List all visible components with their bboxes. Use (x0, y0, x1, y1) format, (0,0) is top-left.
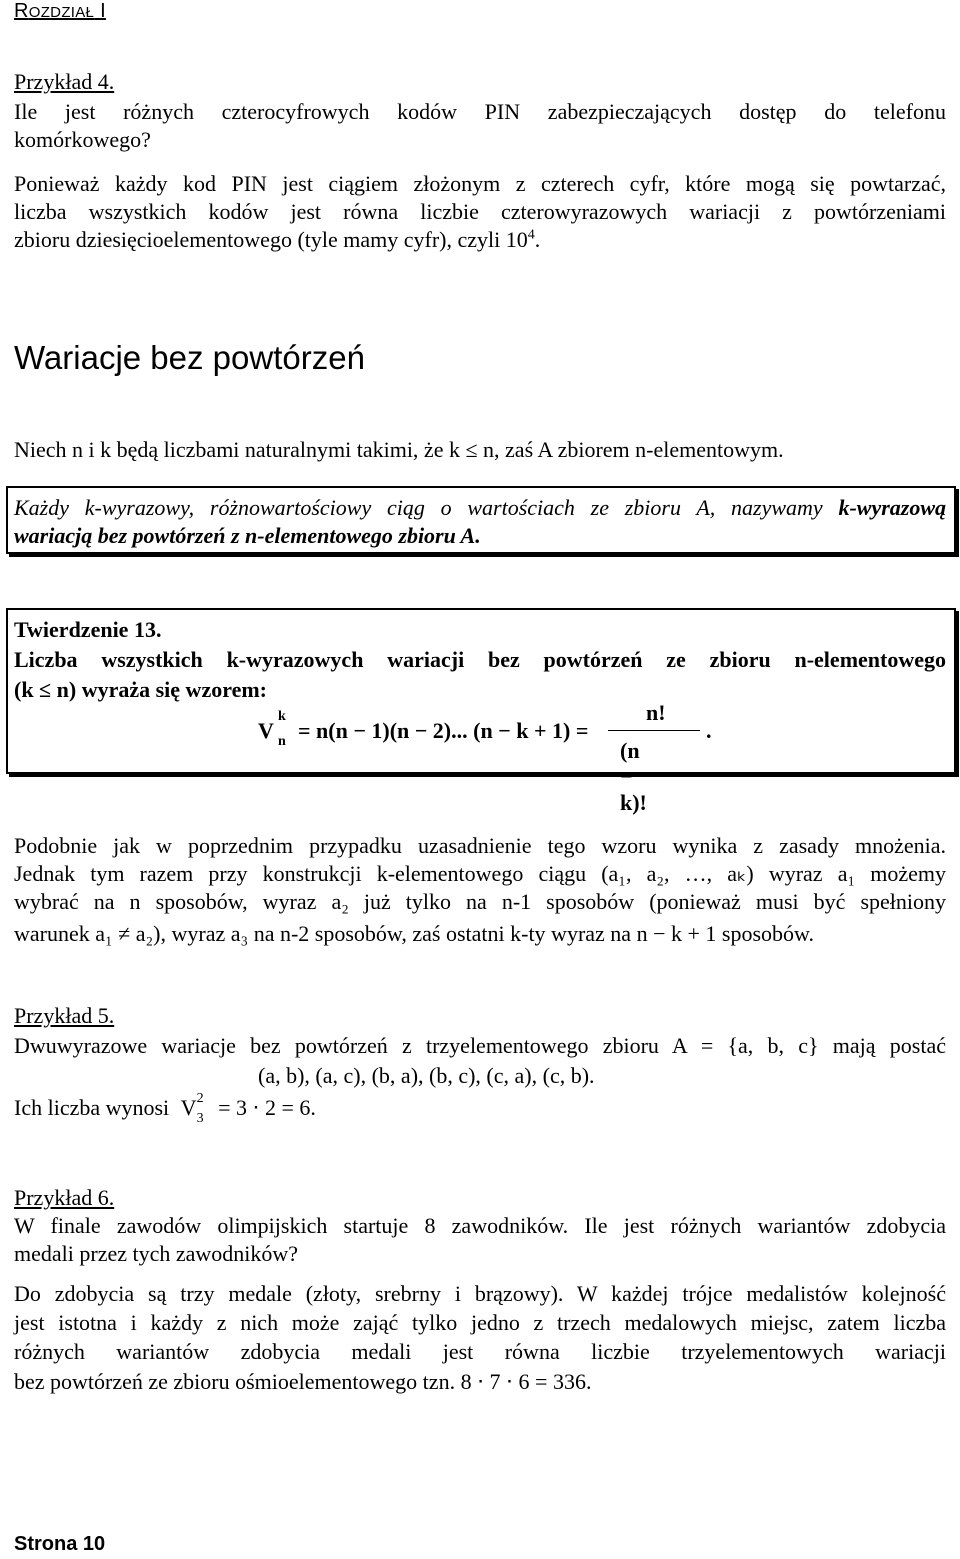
example6-label: Przykład 6. (14, 1185, 115, 1210)
example6-answer-line2: jest istotna i każdy z nich może zająć tylko jedno z trzech medalowych miejsc, zatem liczba (14, 1310, 946, 1335)
footer-label: Strona (14, 1533, 78, 1555)
example4-answer-line3 (14, 226, 946, 254)
definition-italic: Każdy k-wyrazowy, różnowartościowy ciąg o wartościach ze zbioru A, nazywamy (14, 495, 823, 520)
chapter-rest: OZDZIAŁ (28, 4, 95, 21)
definition-term: k-wyrazową (838, 495, 946, 520)
example4-question-line2: komórkowego? (14, 127, 151, 152)
formula-end: . (706, 718, 712, 743)
explanation-line3: wybrać na n sposobów, wyraz a₂ już tylko na n-1 sposobów (ponieważ musi być spełniony (14, 889, 946, 914)
chapter-number: I (100, 0, 106, 22)
example5-line3 (14, 1091, 946, 1126)
theorem-line1: Liczba wszystkich k-wyrazowych wariacji bez powtórzeń ze zbioru n-elementowego (14, 647, 946, 672)
example4-label: Przykład 4. (14, 69, 115, 94)
example5-v-sub: 3 (196, 1111, 204, 1126)
formula-v: V (258, 718, 274, 743)
theorem-title: Twierdzenie 13. (14, 617, 162, 642)
example4-answer-text: zbioru dziesięcioelementowego (tyle mamy cyfr), czyli 10 (14, 227, 528, 252)
explanation-line2: Jednak tym razem przy konstrukcji k-elementowego ciągu (a₁, a₂, …, aₖ) wyraz a₁ możemy (14, 861, 946, 886)
example5-count-prefix: Ich liczba wynosi (14, 1095, 170, 1120)
example5-label: Przykład 5. (14, 1003, 115, 1028)
example5-count-rest: = 3 ⋅ 2 = 6. (218, 1095, 316, 1120)
explanation-line1: Podobnie jak w poprzednim przypadku uzasadnienie tego wzoru wynika z zasady mnożenia. (14, 833, 946, 858)
definition-line1 (14, 494, 946, 522)
section-title: Wariacje bez powtórzeń (14, 339, 365, 376)
example5-v-sup: 2 (196, 1091, 204, 1106)
chapter-cap: R (14, 0, 29, 22)
example6-answer-line3: różnych wariantów zdobycia medali jest równa liczbie trzyelementowych wariacji (14, 1339, 946, 1364)
example5-v (180, 1091, 204, 1126)
example5-line1: Dwuwyrazowe wariacje bez powtórzeń z trzyelementowego zbioru A = {a, b, c} mają postać (14, 1033, 946, 1058)
formula-denominator: (n − k)! (620, 738, 647, 815)
formula-sup: k (278, 709, 286, 724)
explanation-line4: warunek a₁ ≠ a₂), wyraz a₃ na n-2 sposobów, zaś ostatni k-ty wyraz na n − k + 1 sposobów. (14, 921, 814, 946)
example4-question-line1: Ile jest różnych czterocyfrowych kodów PIN zabezpieczających dostęp do telefonu (14, 99, 946, 124)
definition-line2: wariacją bez powtórzeń z n-elementowego zbioru A. (14, 523, 481, 548)
example6-answer-line4: bez powtórzeń ze zbioru ośmioelementowego tzn. 8 ⋅ 7 ⋅ 6 = 336. (14, 1369, 592, 1394)
exponent: 4 (527, 227, 535, 243)
page-number: 10 (82, 1533, 106, 1555)
period: . (534, 227, 541, 252)
formula-expression: = n(n − 1)(n − 2)... (n − k + 1) = (298, 718, 589, 743)
theorem-line2: (k ≤ n) wyraża się wzorem: (14, 677, 267, 702)
example6-question-line2: medali przez tych zawodników? (14, 1241, 299, 1266)
intro-text: Niech n i k będą liczbami naturalnymi takimi, że k ≤ n, zaś A zbiorem n-elementowym. (14, 437, 784, 462)
fraction-bar (608, 730, 700, 731)
example5-v-letter: V (180, 1095, 197, 1120)
example6-question-line1: W finale zawodów olimpijskich startuje 8 zawodników. Ile jest różnych wariantów zdobycia (14, 1213, 946, 1238)
formula-numerator: n! (646, 700, 666, 725)
example4-answer-line1: Ponieważ każdy kod PIN jest ciągiem złożonym z czterech cyfr, które mogą się powtarzać, (14, 171, 946, 196)
chapter-header (14, 0, 106, 23)
example6-answer-line1: Do zdobycia są trzy medale (złoty, srebrny i brązowy). W każdej trójce medalistów kolejność (14, 1281, 946, 1306)
example5-line2: (a, b), (a, c), (b, a), (b, c), (c, a), (c, b). (258, 1063, 595, 1088)
example4-answer-line2: liczba wszystkich kodów jest równa liczbie czterowyrazowych wariacji z powtórzeniami (14, 199, 946, 224)
formula-sub: n (278, 734, 286, 749)
page-footer (14, 1533, 105, 1556)
